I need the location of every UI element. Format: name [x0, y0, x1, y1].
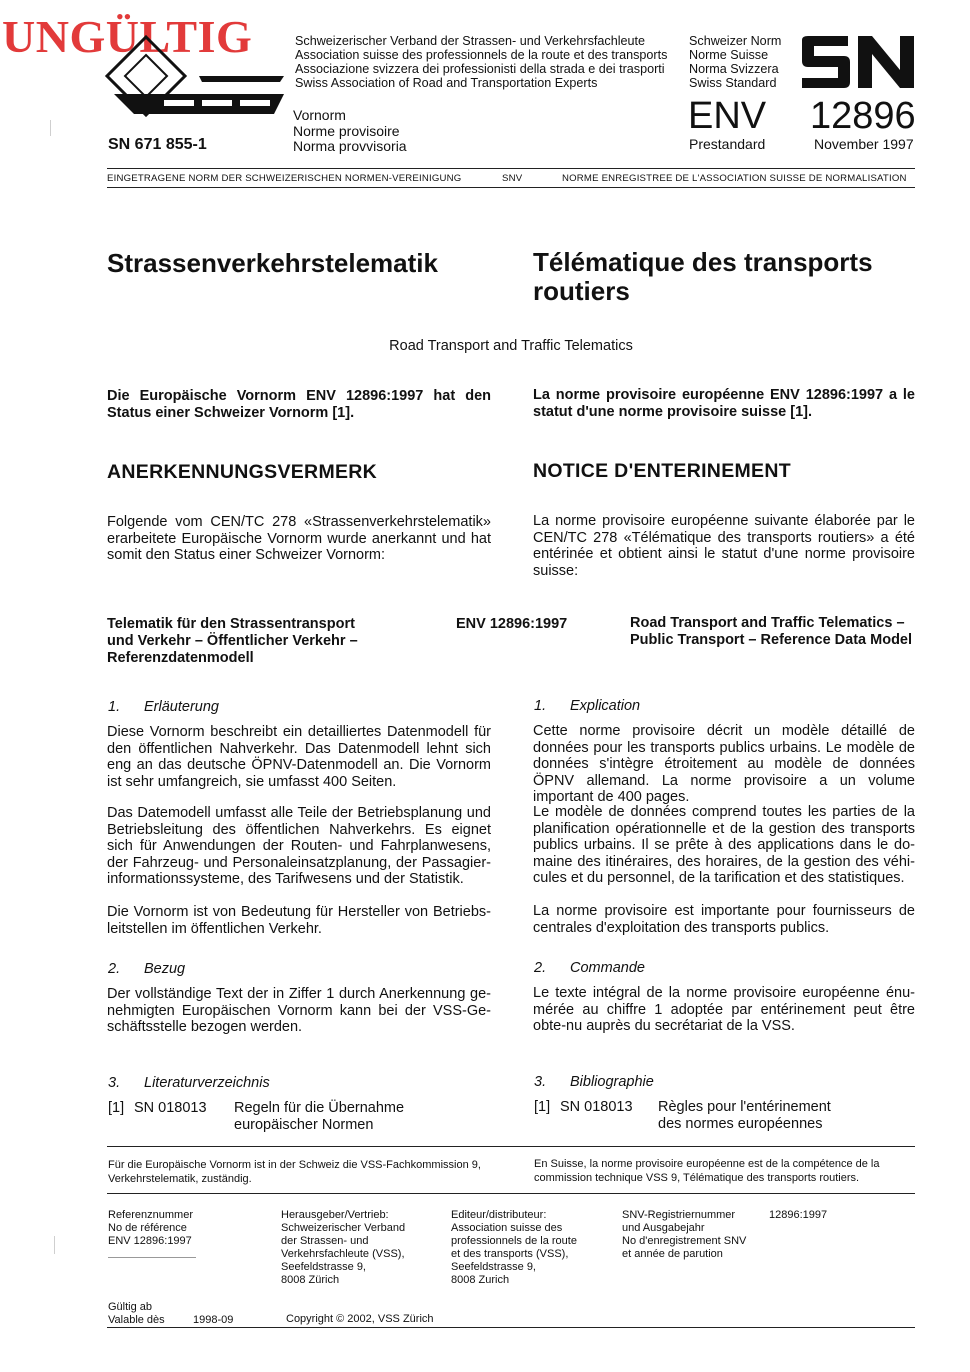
- vornorm-line: Vornorm: [293, 107, 346, 123]
- association-names: [295, 34, 667, 90]
- reference-number: [108, 1209, 193, 1248]
- snv-line: SNV-Registriernummer: [622, 1209, 736, 1221]
- publisher-line: Association suisse des: [451, 1222, 563, 1234]
- publication-date: November 1997: [814, 136, 914, 152]
- title-fr-line: Télématique des transports: [533, 247, 873, 277]
- section-3-heading-fr: [534, 1074, 654, 1090]
- publisher-line: der Strassen- und: [281, 1235, 369, 1247]
- section-number: 2.: [534, 960, 547, 976]
- section-title: Explication: [570, 698, 641, 714]
- snv-line: et année de parution: [622, 1248, 723, 1260]
- standard-title-line: Road Transport and Traffic Telematics –: [630, 615, 905, 631]
- valid-line: Valable dès: [108, 1314, 165, 1326]
- vornorm-line: Norma provvisoria: [293, 138, 407, 154]
- section-1-paragraph-fr: Cette norme provisoire décrit un modèle détaillé de données pour les transports publics urbains. Le modèle de données s'intègre étroitement au modèle de données ÖPNV allemand. La norme provisoire a un volume important de 400 pages.: [533, 723, 915, 805]
- publisher-line: Schweizerischer Verband: [281, 1222, 406, 1234]
- norm-name: Schweizer Norm: [689, 34, 782, 48]
- norm-type-names: [689, 34, 781, 90]
- standard-title-de: [107, 616, 358, 667]
- section-1-heading-de: [108, 699, 219, 715]
- norm-name: Norma Svizzera: [689, 62, 779, 76]
- commission-note-fr: En Suisse, la norme provisoire européenne est de la compétence de la commission technique VSS 9, Télématique des transports routiers.: [534, 1158, 880, 1184]
- title-de: Strassenverkehrstelematik: [107, 248, 438, 278]
- title-en: Road Transport and Traffic Telematics: [389, 338, 633, 354]
- publisher-line: 8008 Zürich: [281, 1274, 340, 1286]
- publisher-line: Seefeldstrasse 9,: [451, 1261, 536, 1273]
- association-line: Association suisse des professionnels de la route et des transports: [295, 48, 668, 62]
- bibliography-code-de: SN 018013: [134, 1100, 207, 1116]
- section-3-heading-de: [108, 1075, 270, 1091]
- reference-line: No de référence: [108, 1222, 187, 1234]
- publisher-de: [281, 1209, 405, 1287]
- scan-mark: [54, 1236, 55, 1254]
- commission-note-de: Für die Europäische Vornorm ist in der Schweiz die VSS-Fachkommission 9, Verkehrstelematik, zuständig.: [108, 1159, 481, 1185]
- bibliography-line: europäischer Normen: [234, 1116, 374, 1133]
- sn-code: SN 671 855-1: [108, 136, 207, 153]
- invalid-stamp: UNGÜLTIG: [2, 11, 253, 62]
- registration-snv: SNV: [502, 173, 523, 184]
- publisher-line: Editeur/distributeur:: [451, 1209, 547, 1221]
- title-fr: [533, 248, 873, 306]
- snv-line: No d'enregistrement SNV: [622, 1235, 747, 1247]
- notice-heading-fr: NOTICE D'ENTERINEMENT: [533, 460, 791, 482]
- standard-title-line: Public Transport – Reference Data Model: [630, 632, 913, 648]
- bibliography-text-fr: [658, 1099, 831, 1132]
- publisher-line: 8008 Zurich: [451, 1274, 510, 1286]
- notice-heading-de: ANERKENNUNGSVERMERK: [107, 461, 378, 483]
- valid-from: [108, 1301, 165, 1327]
- standard-title-line: Referenzdatenmodell: [107, 650, 254, 666]
- snv-number: 12896:1997: [769, 1209, 828, 1221]
- publisher-line: professionnels de la route: [451, 1235, 577, 1247]
- valid-date: 1998-09: [193, 1314, 234, 1326]
- norm-name: Swiss Standard: [689, 76, 777, 90]
- section-2-heading-fr: [534, 960, 645, 976]
- section-number: 3.: [534, 1074, 547, 1090]
- env-label: ENV: [688, 95, 767, 137]
- bibliography-text-de: [234, 1100, 404, 1133]
- registration-de: EINGETRAGENE NORM DER SCHWEIZERISCHEN NORMEN-VEREINIGUNG: [107, 173, 462, 184]
- section-title: Erläuterung: [144, 699, 219, 715]
- divider: [108, 1257, 196, 1258]
- status-de: Die Europäische Vornorm ENV 12896:1997 hat den Status einer Schweizer Vornorm [1].: [107, 388, 491, 421]
- bibliography-line: Regeln für die Übernahme: [234, 1100, 405, 1116]
- section-2-heading-de: [108, 961, 185, 977]
- vornorm-line: Norme provisoire: [293, 122, 400, 139]
- standard-title-line: und Verkehr – Öffentlicher Verkehr –: [107, 633, 358, 649]
- bibliography-line: Règles pour l'entérinement: [658, 1099, 831, 1115]
- notice-text-fr: La norme provisoire européenne suivante élaborée par le CEN/TC 278 «Télématique des transports routiers» a été entérinée et obtient ainsi le statut d'une norme provisoire suisse:: [533, 513, 915, 579]
- section-1-paragraph-fr: Le modèle de données comprend toutes les parties de la planification opérationnelle et de la gestion des transports publics urbains. Il se prête à des applications dans le do-maine des itinéraires, des horaires, de la gestion des véhi-cules et du personnel, de la tarification et des statistiques.: [533, 804, 915, 886]
- publisher-line: Verkehrsfachleute (VSS),: [281, 1248, 405, 1260]
- reference-line: ENV 12896:1997: [108, 1235, 192, 1247]
- section-title: Literaturverzeichnis: [144, 1075, 270, 1091]
- divider: [107, 168, 915, 169]
- section-1-paragraph-de: Die Vornorm ist von Bedeutung für Hersteller von Betriebs-leitstellen im öffentlichen Verkehr.: [107, 904, 491, 937]
- registration-fr: NORME ENREGISTREE DE L'ASSOCIATION SUISSE DE NORMALISATION: [562, 173, 907, 184]
- bibliography-code-fr: SN 018013: [560, 1099, 633, 1115]
- association-line: Schweizerischer Verband der Strassen- und Verkehrsfachleute: [295, 34, 646, 48]
- section-title: Commande: [570, 960, 645, 976]
- bibliography-ref-de: [1]: [108, 1100, 125, 1116]
- publisher-line: Herausgeber/Vertrieb:: [281, 1209, 389, 1221]
- divider: [107, 187, 915, 188]
- prestandard-label: Prestandard: [689, 136, 766, 152]
- standard-code: ENV 12896:1997: [456, 616, 568, 632]
- section-1-paragraph-de: Das Datemodell umfasst alle Teile der Betriebsplanung und Betriebsleitung des öffentlichen Nahverkehrs. Es eignet sich für Anwendungen der Routen- und Fahrplanwesens, der Fahrzeug- und Personaleinsatzplanung, der Passagier-informationssysteme, des Tarifwesens und der Statistik.: [107, 805, 491, 887]
- section-2-paragraph-fr: Le texte intégral de la norme provisoire européenne énu-mérée au chiffre 1 adoptée par entérinement peut être obte-nu auprès du secrétariat de la VSS.: [533, 985, 915, 1034]
- section-1-paragraph-de: Diese Vornorm beschreibt ein detailliertes Datenmodell für den öffentlichen Nahverkehr. Das Datenmodell lehnt sich eng an das deutsche ÖPNV-Datenmodell an. Die Vornorm ist sehr umfangreich, sie umfasst 400 Seiten.: [107, 724, 491, 790]
- copyright: Copyright © 2002, VSS Zürich: [286, 1313, 434, 1325]
- notice-text-de: Folgende vom CEN/TC 278 «Strassenverkehrstelematik» erarbeitete Europäische Vornorm wurde anerkannt und hat somit den Status einer Schweizer Vornorm:: [107, 514, 491, 563]
- scan-mark: [50, 120, 51, 136]
- section-1-paragraph-fr: La norme provisoire est importante pour fournisseurs de centrales d'exploitation des transports publics.: [533, 903, 915, 936]
- standard-title-en: [630, 615, 912, 649]
- norm-name: Norme Suisse: [689, 48, 769, 62]
- section-number: 2.: [108, 961, 121, 977]
- snv-line: und Ausgabejahr: [622, 1222, 705, 1234]
- bibliography-ref-fr: [1]: [534, 1099, 551, 1115]
- status-fr: La norme provisoire européenne ENV 12896:1997 a le statut d'une norme provisoire suisse [1].: [533, 387, 915, 420]
- valid-line: Gültig ab: [108, 1301, 153, 1313]
- snv-registration: [622, 1209, 746, 1261]
- section-number: 3.: [108, 1075, 121, 1091]
- publisher-fr: [451, 1209, 577, 1287]
- section-title: Bezug: [144, 961, 186, 977]
- standard-title-line: Telematik für den Strassentransport: [107, 616, 355, 632]
- vornorm-labels: [293, 108, 407, 155]
- divider: [107, 1193, 915, 1194]
- section-2-paragraph-de: Der vollständige Text der in Ziffer 1 durch Anerkennung ge-nehmigten Europäischen Vornorm kann bei der VSS-Ge-schäftsstelle bezogen werden.: [107, 986, 491, 1035]
- section-1-heading-fr: [534, 698, 640, 714]
- divider: [107, 1146, 915, 1147]
- sn-logo: [800, 36, 916, 88]
- association-line: Associazione svizzera dei professionisti della strada e dei trasporti: [295, 62, 665, 76]
- association-line: Swiss Association of Road and Transportation Experts: [295, 76, 598, 90]
- title-fr-line: routiers: [533, 276, 630, 306]
- reference-line: Referenznummer: [108, 1209, 193, 1221]
- env-number: 12896: [810, 95, 916, 137]
- publisher-line: et des transports (VSS),: [451, 1248, 569, 1260]
- section-title: Bibliographie: [570, 1074, 654, 1090]
- bibliography-line: des normes européennes: [658, 1115, 823, 1132]
- publisher-line: Seefeldstrasse 9,: [281, 1261, 366, 1273]
- section-number: 1.: [534, 698, 547, 714]
- section-number: 1.: [108, 699, 121, 715]
- divider: [107, 1327, 915, 1328]
- vss-logo: [104, 34, 286, 118]
